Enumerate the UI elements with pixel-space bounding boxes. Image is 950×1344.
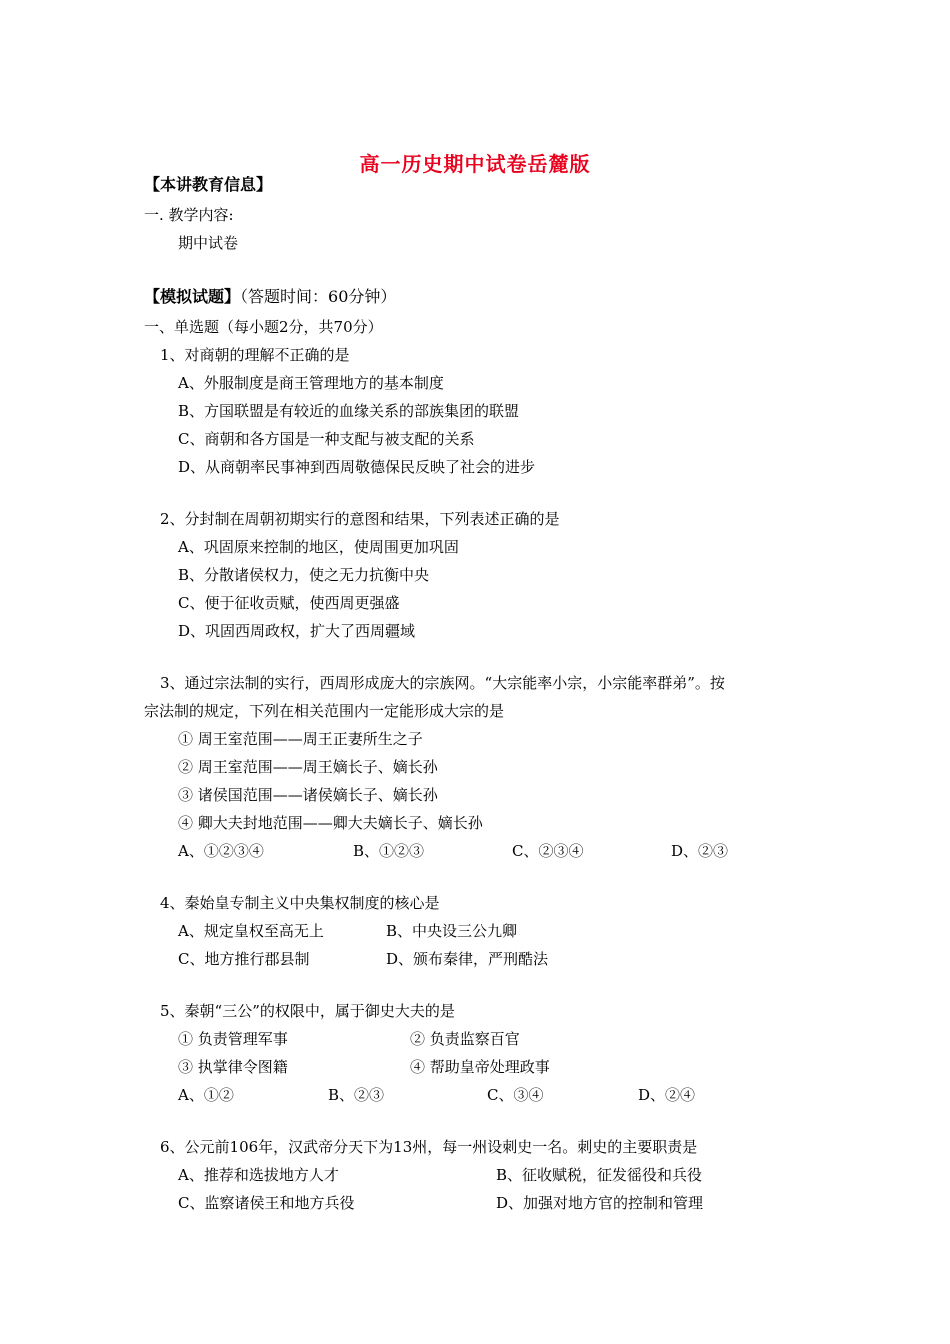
- mock-header: 【模拟试题】: [144, 287, 241, 306]
- q2-stem: 2、分封制在周朝初期实行的意图和结果，下列表述正确的是: [160, 510, 560, 528]
- q2-option-d: D、巩固西周政权，扩大了西周疆域: [178, 622, 416, 640]
- q3-item-3: ③ 诸侯国范围——诸侯嫡长子、嫡长孙: [178, 786, 438, 804]
- q1-option-c: C、商朝和各方国是一种支配与被支配的关系: [178, 430, 475, 448]
- q5-option-b: B、②③: [328, 1086, 385, 1104]
- answer-time: （答题时间：60分钟）: [240, 287, 397, 306]
- q1-option-b: B、方国联盟是有较近的血缘关系的部族集团的联盟: [178, 402, 520, 420]
- content-text: 期中试卷: [178, 234, 239, 252]
- q5-item-1: ① 负责管理军事: [178, 1030, 288, 1048]
- q3-item-2: ② 周王室范围——周王嫡长子、嫡长孙: [178, 758, 438, 776]
- q5-option-d: D、②④: [638, 1086, 696, 1104]
- q5-option-a: A、①②: [178, 1086, 234, 1104]
- q3-option-d: D、②③: [671, 842, 729, 860]
- q4-option-a: A、规定皇权至高无上: [178, 922, 324, 940]
- q2-option-a: A、巩固原来控制的地区，使周围更加巩固: [178, 538, 459, 556]
- q1-option-a: A、外服制度是商王管理地方的基本制度: [178, 374, 444, 392]
- q1-option-d: D、从商朝率民事神到西周敬德保民反映了社会的进步: [178, 458, 536, 476]
- q4-option-b: B、中央设三公九卿: [386, 922, 518, 940]
- q6-option-c: C、监察诸侯王和地方兵役: [178, 1194, 355, 1212]
- q3-option-a: A、①②③④: [178, 842, 264, 860]
- q6-option-d: D、加强对地方官的控制和管理: [496, 1194, 704, 1212]
- mock-header-line: [144, 287, 396, 307]
- q5-item-2: ② 负责监察百官: [410, 1030, 520, 1048]
- q1-stem: 1、对商朝的理解不正确的是: [160, 346, 350, 364]
- q5-item-3: ③ 执掌律令图籍: [178, 1058, 288, 1076]
- q3-item-1: ① 周王室范围——周王正妻所生之子: [178, 730, 423, 748]
- q2-option-c: C、便于征收贡赋，使西周更强盛: [178, 594, 400, 612]
- q3-item-4: ④ 卿大夫封地范围——卿大夫嫡长子、嫡长孙: [178, 814, 483, 832]
- q5-item-4: ④ 帮助皇帝处理政事: [410, 1058, 550, 1076]
- q6-option-a: A、推荐和选拔地方人才: [178, 1166, 339, 1184]
- q4-option-c: C、地方推行郡县制: [178, 950, 310, 968]
- section-heading: 一、单选题（每小题2分，共70分）: [144, 318, 383, 336]
- q5-stem: 5、秦朝“三公”的权限中，属于御史大夫的是: [160, 1002, 455, 1020]
- q3-stem-line1: 3、通过宗法制的实行，西周形成庞大的宗族网。“大宗能率小宗，小宗能率群弟”。按: [160, 674, 725, 692]
- q5-option-c: C、③④: [487, 1086, 544, 1104]
- q4-option-d: D、颁布秦律，严刑酷法: [386, 950, 549, 968]
- page-title: 高一历史期中试卷岳麓版: [359, 152, 591, 176]
- q2-option-b: B、分散诸侯权力，使之无力抗衡中央: [178, 566, 430, 584]
- q6-option-b: B、征收赋税，征发徭役和兵役: [496, 1166, 703, 1184]
- content-label: 一. 教学内容:: [144, 206, 234, 224]
- q6-stem: 6、公元前106年，汉武帝分天下为13州，每一州设刺史一名。刺史的主要职责是: [160, 1138, 698, 1156]
- q3-option-b: B、①②③: [353, 842, 425, 860]
- q4-stem: 4、秦始皇专制主义中央集权制度的核心是: [160, 894, 440, 912]
- q3-stem-line2: 宗法制的规定，下列在相关范围内一定能形成大宗的是: [144, 702, 505, 720]
- q3-option-c: C、②③④: [512, 842, 584, 860]
- info-header: 【本讲教育信息】: [144, 175, 273, 194]
